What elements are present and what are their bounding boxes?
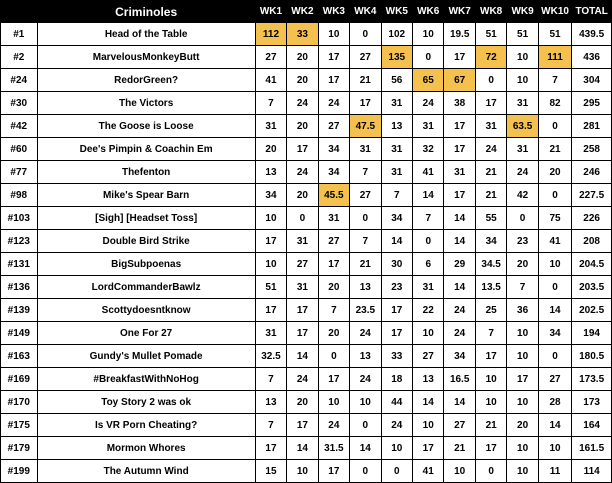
week-score-cell: 14 [444, 230, 475, 253]
week-score-cell: 27 [413, 345, 444, 368]
week-score-cell: 21 [350, 69, 381, 92]
week-score-cell: 47.5 [350, 115, 381, 138]
week-header: WK2 [287, 1, 318, 23]
week-score-cell: 23 [381, 276, 412, 299]
rank-header [1, 1, 38, 23]
week-score-cell: 102 [381, 23, 412, 46]
week-score-cell: 10 [413, 322, 444, 345]
team-name: Dee's Pimpin & Coachin Em [37, 138, 255, 161]
week-score-cell: 22 [413, 299, 444, 322]
week-score-cell: 51 [255, 276, 286, 299]
week-score-cell: 31 [287, 276, 318, 299]
table-row [1, 253, 612, 276]
week-score-cell: 10 [538, 253, 571, 276]
week-score-cell: 31 [381, 138, 412, 161]
table-row [1, 437, 612, 460]
week-score-cell: 32 [413, 138, 444, 161]
total-cell: 226 [572, 207, 612, 230]
rank-cell: #60 [1, 138, 38, 161]
week-score-cell: 21 [475, 414, 506, 437]
team-name: Thefenton [37, 161, 255, 184]
week-score-cell: 41 [538, 230, 571, 253]
week-score-cell: 17 [381, 299, 412, 322]
week-score-cell: 17 [444, 115, 475, 138]
total-cell: 258 [572, 138, 612, 161]
week-score-cell: 20 [287, 391, 318, 414]
week-score-cell: 10 [475, 391, 506, 414]
total-cell: 436 [572, 46, 612, 69]
week-score-cell: 51 [538, 23, 571, 46]
week-header: WK5 [381, 1, 412, 23]
week-score-cell: 31 [318, 207, 349, 230]
total-cell: 204.5 [572, 253, 612, 276]
week-score-cell: 7 [350, 161, 381, 184]
table-row [1, 46, 612, 69]
week-score-cell: 17 [287, 414, 318, 437]
week-score-cell: 17 [255, 299, 286, 322]
team-name: BigSubpoenas [37, 253, 255, 276]
week-score-cell: 0 [350, 207, 381, 230]
week-score-cell: 30 [381, 253, 412, 276]
table-row [1, 138, 612, 161]
team-name: Is VR Porn Cheating? [37, 414, 255, 437]
rank-cell: #136 [1, 276, 38, 299]
week-score-cell: 10 [475, 368, 506, 391]
total-cell: 173 [572, 391, 612, 414]
week-score-cell: 14 [444, 276, 475, 299]
week-score-cell: 17 [444, 184, 475, 207]
week-score-cell: 31 [381, 161, 412, 184]
rank-cell: #24 [1, 69, 38, 92]
rank-cell: #179 [1, 437, 38, 460]
week-score-cell: 0 [381, 460, 412, 483]
team-name: Double Bird Strike [37, 230, 255, 253]
week-score-cell: 31 [287, 230, 318, 253]
week-score-cell: 27 [444, 414, 475, 437]
week-score-cell: 33 [287, 23, 318, 46]
week-score-cell: 51 [507, 23, 538, 46]
week-score-cell: 31 [413, 276, 444, 299]
week-score-cell: 24 [287, 161, 318, 184]
team-name: #BreakfastWithNoHog [37, 368, 255, 391]
week-score-cell: 20 [255, 138, 286, 161]
week-header: WK4 [350, 1, 381, 23]
week-score-cell: 10 [413, 414, 444, 437]
week-header: WK8 [475, 1, 506, 23]
table-row [1, 414, 612, 437]
week-score-cell: 31 [507, 92, 538, 115]
week-score-cell: 29 [444, 253, 475, 276]
week-score-cell: 34 [255, 184, 286, 207]
week-score-cell: 27 [318, 230, 349, 253]
week-score-cell: 17 [475, 345, 506, 368]
table-body [1, 23, 612, 483]
table-row [1, 391, 612, 414]
team-name: Scottydoesntknow [37, 299, 255, 322]
week-score-cell: 7 [255, 92, 286, 115]
week-score-cell: 51 [475, 23, 506, 46]
rank-cell: #77 [1, 161, 38, 184]
total-cell: 208 [572, 230, 612, 253]
total-cell: 227.5 [572, 184, 612, 207]
week-score-cell: 21 [475, 161, 506, 184]
week-score-cell: 10 [507, 391, 538, 414]
week-score-cell: 17 [255, 230, 286, 253]
week-score-cell: 24 [318, 414, 349, 437]
week-score-cell: 17 [287, 322, 318, 345]
week-score-cell: 31.5 [318, 437, 349, 460]
week-score-cell: 24 [444, 299, 475, 322]
week-score-cell: 111 [538, 46, 571, 69]
week-score-cell: 72 [475, 46, 506, 69]
week-score-cell: 0 [413, 46, 444, 69]
week-score-cell: 17 [318, 368, 349, 391]
week-score-cell: 13 [350, 345, 381, 368]
week-score-cell: 65 [413, 69, 444, 92]
week-score-cell: 24 [381, 414, 412, 437]
week-score-cell: 0 [413, 230, 444, 253]
week-score-cell: 21 [538, 138, 571, 161]
week-score-cell: 55 [475, 207, 506, 230]
week-score-cell: 20 [287, 69, 318, 92]
week-score-cell: 17 [318, 46, 349, 69]
week-score-cell: 11 [538, 460, 571, 483]
week-score-cell: 0 [475, 69, 506, 92]
week-score-cell: 14 [287, 437, 318, 460]
week-score-cell: 17 [287, 138, 318, 161]
week-score-cell: 10 [350, 391, 381, 414]
week-score-cell: 24 [413, 92, 444, 115]
week-score-cell: 34 [318, 138, 349, 161]
week-score-cell: 33 [381, 345, 412, 368]
week-score-cell: 6 [413, 253, 444, 276]
team-name: Mormon Whores [37, 437, 255, 460]
week-score-cell: 45.5 [318, 184, 349, 207]
week-score-cell: 10 [287, 460, 318, 483]
week-score-cell: 14 [350, 437, 381, 460]
week-score-cell: 10 [255, 253, 286, 276]
week-score-cell: 0 [538, 184, 571, 207]
week-score-cell: 56 [381, 69, 412, 92]
total-cell: 114 [572, 460, 612, 483]
table-row [1, 345, 612, 368]
week-score-cell: 0 [538, 115, 571, 138]
week-score-cell: 7 [318, 299, 349, 322]
week-score-cell: 13 [350, 276, 381, 299]
week-score-cell: 24 [350, 368, 381, 391]
table-row [1, 92, 612, 115]
table-row [1, 161, 612, 184]
week-score-cell: 7 [507, 276, 538, 299]
table-row [1, 69, 612, 92]
week-score-cell: 18 [381, 368, 412, 391]
week-score-cell: 17 [318, 460, 349, 483]
table-row [1, 184, 612, 207]
week-score-cell: 17 [318, 69, 349, 92]
team-name: LordCommanderBawlz [37, 276, 255, 299]
rank-cell: #175 [1, 414, 38, 437]
table-row [1, 368, 612, 391]
week-header: WK7 [444, 1, 475, 23]
week-score-cell: 17 [507, 368, 538, 391]
week-score-cell: 16.5 [444, 368, 475, 391]
week-score-cell: 17 [475, 437, 506, 460]
week-score-cell: 112 [255, 23, 286, 46]
week-score-cell: 27 [538, 368, 571, 391]
week-score-cell: 27 [350, 46, 381, 69]
week-score-cell: 23.5 [350, 299, 381, 322]
week-score-cell: 21 [444, 437, 475, 460]
week-score-cell: 20 [287, 115, 318, 138]
week-score-cell: 15 [255, 460, 286, 483]
week-score-cell: 17 [444, 46, 475, 69]
team-name: Head of the Table [37, 23, 255, 46]
week-score-cell: 20 [287, 46, 318, 69]
total-cell: 295 [572, 92, 612, 115]
week-score-cell: 63.5 [507, 115, 538, 138]
rank-cell: #139 [1, 299, 38, 322]
week-score-cell: 24 [318, 92, 349, 115]
week-score-cell: 25 [475, 299, 506, 322]
week-score-cell: 17 [381, 322, 412, 345]
week-score-cell: 21 [475, 184, 506, 207]
week-score-cell: 10 [381, 437, 412, 460]
week-score-cell: 0 [538, 345, 571, 368]
week-score-cell: 31 [255, 115, 286, 138]
week-score-cell: 135 [381, 46, 412, 69]
week-score-cell: 10 [444, 460, 475, 483]
week-score-cell: 31 [444, 161, 475, 184]
week-score-cell: 0 [475, 460, 506, 483]
week-score-cell: 67 [444, 69, 475, 92]
week-score-cell: 31 [350, 138, 381, 161]
rank-cell: #30 [1, 92, 38, 115]
rank-cell: #170 [1, 391, 38, 414]
total-cell: 281 [572, 115, 612, 138]
week-score-cell: 44 [381, 391, 412, 414]
table-row [1, 115, 612, 138]
week-score-cell: 0 [350, 414, 381, 437]
total-cell: 173.5 [572, 368, 612, 391]
team-name: Mike's Spear Barn [37, 184, 255, 207]
week-score-cell: 7 [538, 69, 571, 92]
week-score-cell: 17 [318, 253, 349, 276]
total-cell: 194 [572, 322, 612, 345]
table-row [1, 299, 612, 322]
week-score-cell: 14 [413, 184, 444, 207]
week-score-cell: 42 [507, 184, 538, 207]
week-score-cell: 31 [381, 92, 412, 115]
week-score-cell: 24 [507, 161, 538, 184]
week-score-cell: 31 [255, 322, 286, 345]
week-score-cell: 75 [538, 207, 571, 230]
total-cell: 203.5 [572, 276, 612, 299]
table-row [1, 276, 612, 299]
week-header: WK9 [507, 1, 538, 23]
team-name: MarvelousMonkeyButt [37, 46, 255, 69]
week-score-cell: 32.5 [255, 345, 286, 368]
team-name: [Sigh] [Headset Toss] [37, 207, 255, 230]
total-cell: 161.5 [572, 437, 612, 460]
rank-cell: #149 [1, 322, 38, 345]
week-score-cell: 27 [255, 46, 286, 69]
team-name: One For 27 [37, 322, 255, 345]
week-score-cell: 24 [287, 92, 318, 115]
week-score-cell: 38 [444, 92, 475, 115]
week-score-cell: 24 [475, 138, 506, 161]
header-row [1, 1, 612, 23]
team-name: Toy Story 2 was ok [37, 391, 255, 414]
week-score-cell: 10 [413, 23, 444, 46]
total-header: TOTAL [572, 1, 612, 23]
week-score-cell: 10 [538, 437, 571, 460]
table-row [1, 207, 612, 230]
week-score-cell: 7 [475, 322, 506, 345]
week-score-cell: 17 [255, 437, 286, 460]
week-header: WK1 [255, 1, 286, 23]
week-score-cell: 24 [444, 322, 475, 345]
week-score-cell: 20 [287, 184, 318, 207]
week-score-cell: 82 [538, 92, 571, 115]
week-score-cell: 0 [507, 207, 538, 230]
week-score-cell: 7 [381, 184, 412, 207]
week-score-cell: 10 [507, 460, 538, 483]
week-score-cell: 13 [255, 391, 286, 414]
week-score-cell: 34 [381, 207, 412, 230]
week-score-cell: 36 [507, 299, 538, 322]
week-score-cell: 10 [255, 207, 286, 230]
week-score-cell: 17 [413, 437, 444, 460]
week-score-cell: 7 [350, 230, 381, 253]
week-score-cell: 31 [507, 138, 538, 161]
week-score-cell: 34 [444, 345, 475, 368]
week-score-cell: 0 [350, 460, 381, 483]
total-cell: 246 [572, 161, 612, 184]
week-score-cell: 34 [318, 161, 349, 184]
week-score-cell: 20 [318, 322, 349, 345]
week-score-cell: 41 [413, 460, 444, 483]
week-score-cell: 13.5 [475, 276, 506, 299]
week-score-cell: 17 [444, 138, 475, 161]
week-score-cell: 34 [538, 322, 571, 345]
rank-cell: #123 [1, 230, 38, 253]
week-score-cell: 24 [287, 368, 318, 391]
week-score-cell: 20 [318, 276, 349, 299]
week-score-cell: 21 [350, 253, 381, 276]
table-row [1, 322, 612, 345]
week-score-cell: 17 [475, 92, 506, 115]
week-score-cell: 14 [413, 391, 444, 414]
week-score-cell: 0 [287, 207, 318, 230]
week-score-cell: 14 [538, 414, 571, 437]
week-score-cell: 10 [507, 46, 538, 69]
rank-cell: #2 [1, 46, 38, 69]
week-score-cell: 7 [413, 207, 444, 230]
week-score-cell: 10 [507, 345, 538, 368]
week-score-cell: 13 [413, 368, 444, 391]
week-score-cell: 10 [318, 23, 349, 46]
week-score-cell: 10 [507, 322, 538, 345]
week-score-cell: 7 [255, 414, 286, 437]
week-score-cell: 34 [475, 230, 506, 253]
week-score-cell: 14 [444, 207, 475, 230]
rank-cell: #131 [1, 253, 38, 276]
table-header [1, 1, 612, 23]
week-score-cell: 20 [507, 253, 538, 276]
week-score-cell: 14 [444, 391, 475, 414]
week-score-cell: 31 [413, 115, 444, 138]
table-row [1, 23, 612, 46]
team-name: The Victors [37, 92, 255, 115]
week-score-cell: 27 [318, 115, 349, 138]
week-score-cell: 10 [318, 391, 349, 414]
week-score-cell: 41 [413, 161, 444, 184]
week-score-cell: 34.5 [475, 253, 506, 276]
week-score-cell: 17 [287, 299, 318, 322]
rank-cell: #163 [1, 345, 38, 368]
rank-cell: #199 [1, 460, 38, 483]
rank-cell: #98 [1, 184, 38, 207]
rank-cell: #103 [1, 207, 38, 230]
week-score-cell: 20 [507, 414, 538, 437]
week-score-cell: 24 [350, 322, 381, 345]
table-row [1, 230, 612, 253]
week-score-cell: 14 [287, 345, 318, 368]
week-score-cell: 27 [350, 184, 381, 207]
week-score-cell: 27 [287, 253, 318, 276]
week-score-cell: 41 [255, 69, 286, 92]
week-score-cell: 0 [318, 345, 349, 368]
week-score-cell: 10 [507, 69, 538, 92]
total-cell: 304 [572, 69, 612, 92]
team-name: The Autumn Wind [37, 460, 255, 483]
week-score-cell: 19.5 [444, 23, 475, 46]
week-score-cell: 0 [350, 23, 381, 46]
total-cell: 202.5 [572, 299, 612, 322]
team-name: RedorGreen? [37, 69, 255, 92]
week-header: WK3 [318, 1, 349, 23]
week-header: WK6 [413, 1, 444, 23]
week-score-cell: 20 [538, 161, 571, 184]
week-score-cell: 13 [381, 115, 412, 138]
week-score-cell: 7 [255, 368, 286, 391]
week-score-cell: 0 [538, 276, 571, 299]
rank-cell: #169 [1, 368, 38, 391]
week-header: WK10 [538, 1, 571, 23]
team-name: Gundy's Mullet Pomade [37, 345, 255, 368]
total-cell: 180.5 [572, 345, 612, 368]
week-score-cell: 13 [255, 161, 286, 184]
week-score-cell: 10 [507, 437, 538, 460]
rank-cell: #42 [1, 115, 38, 138]
week-score-cell: 14 [538, 299, 571, 322]
week-score-cell: 14 [381, 230, 412, 253]
rank-cell: #1 [1, 23, 38, 46]
week-score-cell: 17 [350, 92, 381, 115]
total-cell: 164 [572, 414, 612, 437]
league-title: Criminoles [37, 1, 255, 23]
week-score-cell: 28 [538, 391, 571, 414]
week-score-cell: 23 [507, 230, 538, 253]
week-score-cell: 31 [475, 115, 506, 138]
total-cell: 439.5 [572, 23, 612, 46]
team-name: The Goose is Loose [37, 115, 255, 138]
